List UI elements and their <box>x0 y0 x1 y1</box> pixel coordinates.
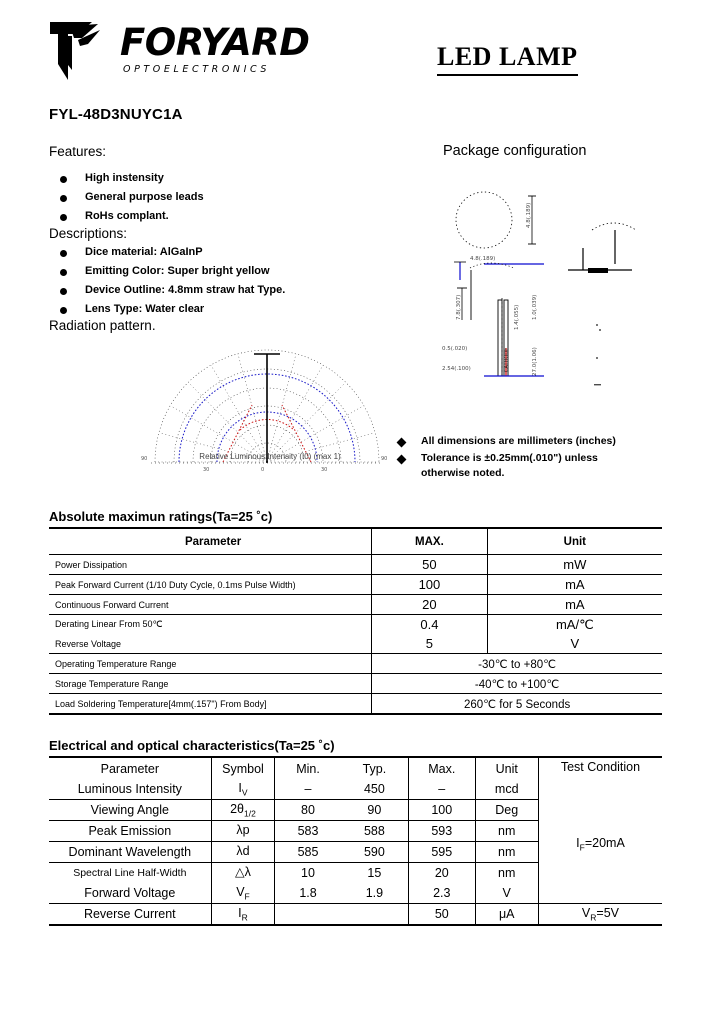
brand-name: FORYARD <box>120 21 310 64</box>
cell-typ <box>341 904 409 926</box>
cell-max: 0.4 <box>372 615 487 635</box>
tc-symbol-rest: =20mA <box>584 836 625 850</box>
cell-symbol <box>211 842 275 863</box>
feature-label: High instensity <box>85 172 164 184</box>
features-heading: Features: <box>49 144 107 159</box>
feature-label: RoHs complant. <box>85 210 169 222</box>
cell-parameter: Derating Linear From 50℃ <box>49 615 372 635</box>
note-continuation: otherwise noted. <box>421 467 505 479</box>
bullet-dot-icon <box>60 288 67 295</box>
cell-parameter: Storage Temperature Range <box>49 674 372 694</box>
column-header-typ: Typ. <box>341 757 409 779</box>
svg-text:1.0(.039): 1.0(.039) <box>532 294 538 320</box>
symbol-sub: F <box>244 891 250 902</box>
cell-max: – <box>409 779 475 800</box>
logo-text-block <box>120 21 310 75</box>
radiation-pattern-plot <box>135 332 400 472</box>
symbol-sub: V <box>241 787 248 798</box>
list-item <box>60 246 285 265</box>
bullet-dot-icon <box>60 214 67 221</box>
cell-typ: 588 <box>341 821 409 842</box>
cell-parameter: Spectral Line Half-Width <box>49 863 211 884</box>
column-header-parameter: Parameter <box>49 528 372 555</box>
document-title: LED LAMP <box>437 42 578 76</box>
svg-text:90: 90 <box>141 456 148 462</box>
table-row <box>49 595 662 615</box>
svg-text:CATHODE: CATHODE <box>504 347 510 372</box>
part-number: FYL-48D3NUYC1A <box>49 106 183 123</box>
cell-max: 2.3 <box>409 883 475 904</box>
cell-parameter: Peak Emission <box>49 821 211 842</box>
list-item <box>60 284 285 303</box>
list-item <box>60 265 285 284</box>
cell-symbol <box>211 904 275 926</box>
descriptions-heading: Descriptions: <box>49 226 128 241</box>
cell-min: 10 <box>275 863 341 884</box>
radiation-pattern-heading: Radiation pattern. <box>49 318 156 333</box>
description-label: Emitting Color: Super bright yellow <box>85 265 270 277</box>
symbol-main: I <box>238 905 242 920</box>
table-header-row <box>49 528 662 555</box>
bullet-dot-icon <box>60 250 67 257</box>
svg-text:4.8(.189): 4.8(.189) <box>526 202 532 228</box>
abs-max-table-caption: Absolute maximun ratings(Ta=25 ˚c) <box>49 509 273 524</box>
cell-parameter: Dominant Wavelength <box>49 842 211 863</box>
cell-value: -30℃ to +80℃ <box>372 654 662 674</box>
cell-typ: 1.9 <box>365 886 384 900</box>
tc-last-rest: =5V <box>596 905 619 920</box>
cell-parameter: Viewing Angle <box>49 800 211 821</box>
cell-unit: mA <box>487 595 662 615</box>
cell-test-condition <box>538 904 662 926</box>
cell-parameter: Peak Forward Current (1/10 Duty Cycle, 0.1ms Pulse Width) <box>49 575 372 595</box>
svg-text:2.54(.100): 2.54(.100) <box>442 366 471 372</box>
cell-symbol <box>211 821 275 842</box>
cell-min: 80 <box>275 800 341 821</box>
tc-last-symbol: V <box>581 905 591 920</box>
tc-symbol: I <box>576 836 580 850</box>
list-item <box>398 435 668 447</box>
list-item <box>60 172 204 191</box>
package-drawing <box>440 180 670 430</box>
cell-max: 100 <box>372 575 487 595</box>
diamond-bullet-icon <box>397 455 407 465</box>
cell-unit: mW <box>487 555 662 575</box>
cell-parameter: Power Dissipation <box>49 555 372 575</box>
bullet-dot-icon <box>60 269 67 276</box>
cell-symbol <box>211 883 275 904</box>
note-label: Tolerance is ±0.25mm(.010") unless <box>421 452 598 464</box>
brand-subtitle: OPTOELECTRONICS <box>123 64 271 75</box>
cell-parameter: Continuous Forward Current <box>49 595 372 615</box>
table-row <box>49 904 662 926</box>
tc-last-sub: R <box>590 912 597 923</box>
package-notes <box>398 435 668 479</box>
cell-typ: 90 <box>341 800 409 821</box>
svg-text:1.4(.055): 1.4(.055) <box>514 304 520 330</box>
cell-value: 260℃ for 5 Seconds <box>372 694 662 715</box>
diamond-bullet-icon <box>397 438 407 448</box>
symbol-main: V <box>236 884 245 899</box>
features-list <box>60 172 204 229</box>
radiation-plot-caption: Relative Luminous Intensity (I0) (max 1) <box>199 452 341 461</box>
symbol-sub: 1/2 <box>244 808 256 819</box>
bullet-dot-icon <box>60 195 67 202</box>
cell-parameter: Reverse Current <box>49 904 211 926</box>
cell-typ: 590 <box>341 842 409 863</box>
column-header-unit: Unit <box>487 528 662 555</box>
cell-unit: V <box>475 883 538 904</box>
test-condition-header-label: Test Condition <box>560 760 641 774</box>
cell-unit: nm <box>475 842 538 863</box>
feature-label: General purpose leads <box>85 191 204 203</box>
cell-max: 100 <box>409 800 475 821</box>
symbol-main: λp <box>236 822 250 837</box>
cell-unit: Deg <box>475 800 538 821</box>
cell-min: 583 <box>275 821 341 842</box>
cell-value: -40℃ to +100℃ <box>372 674 662 694</box>
abs-max-ratings-table <box>49 527 662 715</box>
svg-text:7.8(.307): 7.8(.307) <box>456 294 462 320</box>
table-row <box>49 674 662 694</box>
cell-max: 50 <box>409 904 475 926</box>
table-row <box>49 555 662 575</box>
svg-text:4.8(.189): 4.8(.189) <box>470 256 496 262</box>
foryard-logo-icon <box>48 20 110 82</box>
cell-unit: V <box>487 634 662 654</box>
cell-symbol <box>211 800 275 821</box>
package-configuration-heading: Package configuration <box>443 143 587 159</box>
column-header-max: MAX. <box>372 528 487 555</box>
cell-min: 1.8 <box>275 883 341 904</box>
cell-parameter: Reverse Voltage <box>55 638 122 649</box>
cell-parameter: Operating Temperature Range <box>49 654 372 674</box>
svg-text:27.0(1.06): 27.0(1.06) <box>532 347 538 376</box>
svg-text:0.5(.020): 0.5(.020) <box>442 346 468 352</box>
cell-max: 20 <box>372 595 487 615</box>
table-row <box>49 634 662 654</box>
test-condition-value <box>539 836 662 853</box>
cell-unit: μA <box>475 904 538 926</box>
column-header-parameter: Parameter <box>49 757 211 779</box>
list-item <box>398 452 668 464</box>
list-item <box>60 191 204 210</box>
description-label: Device Outline: 4.8mm straw hat Type. <box>85 284 286 296</box>
cell-typ: 15 <box>341 863 409 884</box>
cell-max: 50 <box>372 555 487 575</box>
column-header-unit: Unit <box>475 757 538 779</box>
cell-min: 585 <box>275 842 341 863</box>
note-label: All dimensions are millimeters (inches) <box>421 435 616 447</box>
cell-max: 20 <box>409 863 475 884</box>
cell-symbol <box>211 779 275 800</box>
elec-opt-table-caption: Electrical and optical characteristics(Ta=25 ˚c) <box>49 738 335 753</box>
page-header <box>0 0 720 100</box>
cell-unit: nm <box>475 821 538 842</box>
table-row <box>49 615 662 635</box>
column-header-max: Max. <box>409 757 475 779</box>
description-label: Dice material: AlGaInP <box>85 246 203 258</box>
cell-unit: mA/℃ <box>487 615 662 635</box>
table-row <box>49 694 662 715</box>
cell-parameter: Luminous Intensity <box>77 782 182 796</box>
symbol-main: △λ <box>235 865 251 880</box>
cell-unit: mA <box>487 575 662 595</box>
table-row <box>49 654 662 674</box>
cell-parameter: Forward Voltage <box>84 886 176 900</box>
svg-text:30: 30 <box>321 467 328 472</box>
descriptions-list <box>60 246 285 322</box>
svg-text:90: 90 <box>381 456 388 462</box>
table-row <box>49 575 662 595</box>
svg-text:0: 0 <box>261 467 265 472</box>
cell-max: 5 <box>372 634 487 654</box>
symbol-main: λd <box>236 843 250 858</box>
cell-parameter: Load Soldering Temperature[4mm(.157") From Body] <box>49 694 372 715</box>
tc-symbol-sub: F <box>579 842 585 853</box>
column-header-test-condition <box>538 757 662 904</box>
cell-min <box>275 904 341 926</box>
column-header-symbol: Symbol <box>211 757 275 779</box>
electrical-optical-table <box>49 756 662 926</box>
cell-max: 595 <box>409 842 475 863</box>
company-logo <box>48 16 348 86</box>
table-header-row <box>49 757 662 779</box>
cell-min: – <box>275 779 341 800</box>
symbol-main: I <box>238 780 242 795</box>
symbol-sub: R <box>241 912 248 923</box>
svg-text:30: 30 <box>203 467 210 472</box>
cell-unit: mcd <box>475 779 538 800</box>
bullet-dot-icon <box>60 307 67 314</box>
cell-max: 593 <box>409 821 475 842</box>
symbol-main: 2θ <box>230 801 244 816</box>
column-header-min: Min. <box>275 757 341 779</box>
cell-symbol <box>211 863 275 884</box>
bullet-dot-icon <box>60 176 67 183</box>
cell-typ: 450 <box>363 782 385 796</box>
cell-unit: nm <box>475 863 538 884</box>
description-label: Lens Type: Water clear <box>85 303 205 315</box>
